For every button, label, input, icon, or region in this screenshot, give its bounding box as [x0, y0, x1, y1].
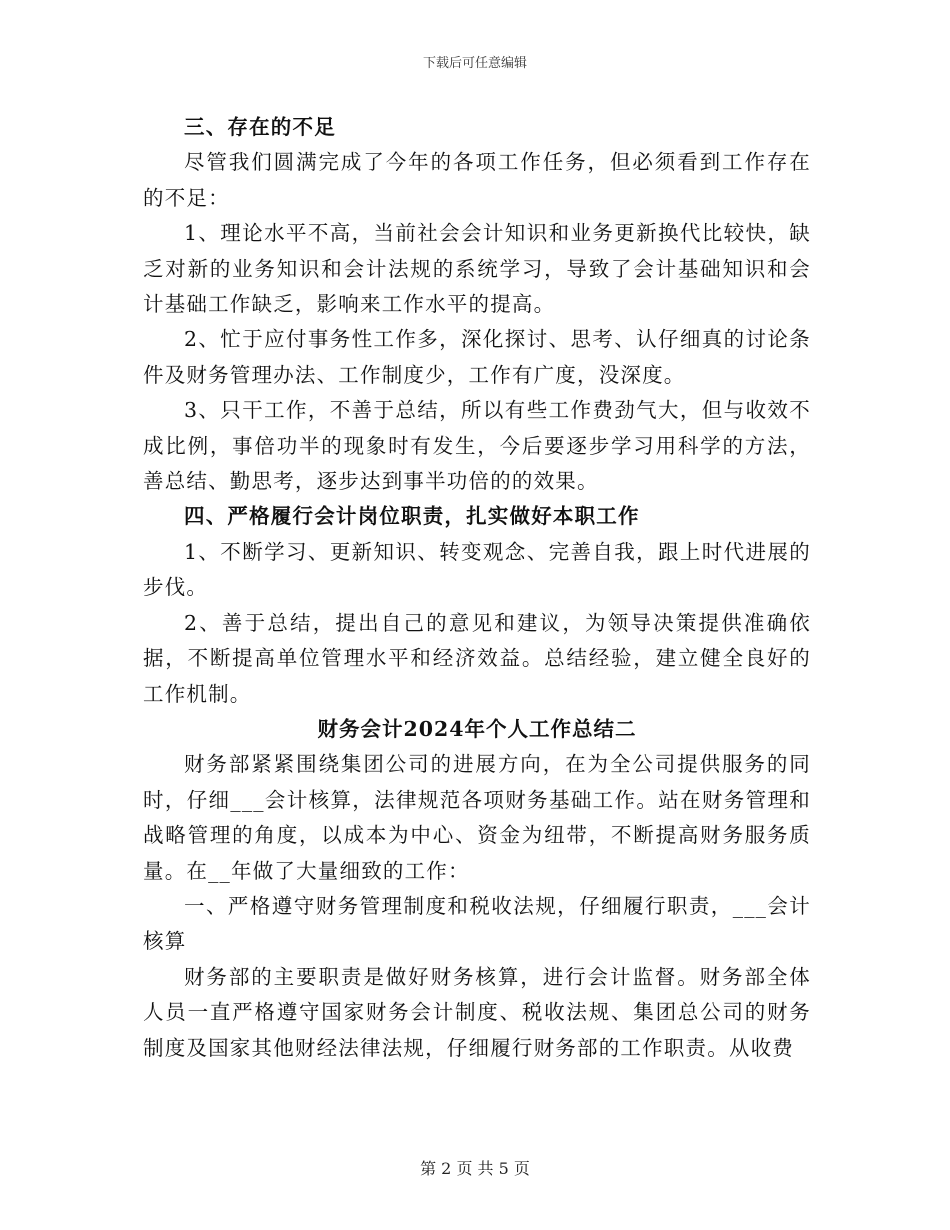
sub-heading-1: 一、严格遵守财务管理制度和税收法规，仔细履行职责，___会计核算: [143, 893, 811, 954]
section3-item-3: 3、只干工作，不善于总结，所以有些工作费劲气大，但与收效不成比例，事倍功半的现象时有发生，今后要逐步学习用科学的方法，善总结、勤思考，逐步达到事半功倍的的效果。: [143, 398, 811, 494]
section4-item-2: 2、善于总结，提出自己的意见和建议，为领导决策提供准确依据，不断提高单位管理水平和经济效益。总结经验，建立健全良好的工作机制。: [143, 610, 811, 706]
section-heading-4: 四、严格履行会计岗位职责，扎实做好本职工作: [184, 504, 640, 529]
section4-item-1: 1、不断学习、更新知识、转变观念、完善自我，跟上时代进展的步伐。: [143, 539, 811, 600]
section-heading-3: 三、存在的不足: [184, 115, 336, 139]
section3-intro-paragraph: 尽管我们圆满完成了今年的各项工作任务，但必须看到工作存在的不足：: [143, 150, 811, 210]
page-footer: 第 2 页 共 5 页: [420, 1159, 530, 1178]
final-paragraph: 财务部的主要职责是做好财务核算，进行会计监督。财务部全体人员一直严格遵守国家财务会计制度、税收法规、集团总公司的财务制度及国家其他财经法律法规，仔细履行财务部的工作职责。从收费: [143, 964, 811, 1060]
intro-paragraph-2: 财务部紧紧围绕集团公司的进展方向，在为全公司提供服务的同时，仔细___会计核算，法律规范各项财务基础工作。站在财务管理和战略管理的角度，以成本为中心、资金为纽带，不断提高财务服务质量。在__年做了大量细致的工作：: [143, 752, 811, 883]
page-header: 下载后可任意编辑: [422, 56, 527, 71]
section3-item-2: 2、忙于应付事务性工作多，深化探讨、思考、认仔细真的讨论条件及财务管理办法、工作制度少，工作有广度，没深度。: [143, 327, 811, 387]
section3-item-1: 1、理论水平不高，当前社会会计知识和业务更新换代比较快，缺乏对新的业务知识和会计法规的系统学习，导致了会计基础知识和会计基础工作缺乏，影响来工作水平的提高。: [143, 221, 811, 317]
document-body: [143, 110, 811, 1066]
document-title-2: 财务会计2024年个人工作总结二: [317, 716, 637, 741]
